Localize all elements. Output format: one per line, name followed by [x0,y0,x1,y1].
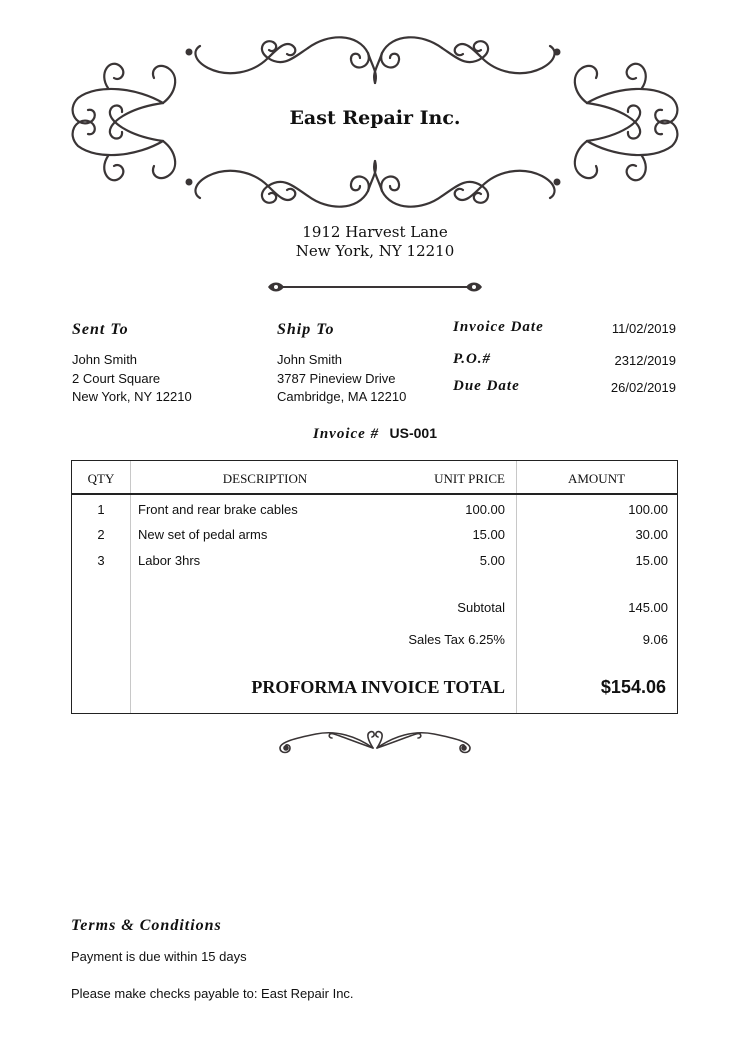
company-address-line1: 1912 Harvest Lane [302,223,448,241]
tax-label: Sales Tax 6.25% [408,632,505,647]
row-qty: 1 [97,502,105,517]
due-date-value: 26/02/2019 [610,380,676,395]
header-qty: QTY [87,471,115,486]
sent-to-line: New York, NY 12210 [72,389,192,404]
row-amount: 30.00 [635,527,668,542]
invoice-number-value: US-001 [389,425,437,441]
row-description: Labor 3hrs [138,553,201,568]
subtotal-label: Subtotal [457,600,505,615]
ship-to-address [277,351,406,407]
sent-to-line: 2 Court Square [72,370,161,386]
sent-to-line: John Smith [72,352,138,367]
row-qty: 3 [97,553,105,568]
invoice-date-value: 11/02/2019 [611,321,676,336]
column-divider [130,461,131,713]
po-number-label: P.O.# [453,351,492,367]
row-qty: 2 [97,527,105,542]
po-number-value: 2312/2019 [614,353,676,368]
ship-to-heading: Ship To [277,321,335,338]
ship-to-line: 3787 Pineview Drive [277,370,396,386]
due-date-row [453,378,676,398]
company-name: East Repair Inc. [289,107,461,129]
row-unit-price: 15.00 [472,527,505,542]
row-unit-price: 5.00 [479,553,505,568]
total-label: PROFORMA INVOICE TOTAL [251,677,505,697]
footer-ornament-icon [276,726,474,758]
row-description: New set of pedal arms [138,527,268,542]
terms-line: Please make checks payable to: East Repair Inc. [71,986,354,1001]
company-address-line2: New York, NY 12210 [295,242,455,260]
total-value: $154.06 [600,677,666,697]
terms-line: Payment is due within 15 days [71,949,247,964]
header-rule [72,493,677,495]
column-divider [516,461,517,713]
due-date-label: Due Date [453,378,520,394]
sent-to-address [72,351,192,407]
ship-to-line: John Smith [277,352,343,367]
po-number-row [453,351,676,371]
header-amount: AMOUNT [567,471,626,486]
header-description: DESCRIPTION [222,471,308,486]
decorative-divider-icon [266,280,484,294]
sent-to-heading: Sent To [72,321,129,338]
line-items-table [71,460,678,714]
tax-value: 9.06 [642,632,668,647]
terms-heading: Terms & Conditions [71,917,222,934]
invoice-date-row [453,319,676,339]
invoice-number-label: Invoice # [313,426,380,442]
invoice-date-label: Invoice Date [453,319,544,335]
row-amount: 100.00 [628,502,668,517]
row-amount: 15.00 [635,553,668,568]
company-address [0,223,750,261]
row-description: Front and rear brake cables [138,502,298,517]
ship-to-line: Cambridge, MA 12210 [277,389,407,404]
header-unit-price: UNIT PRICE [434,471,505,486]
invoice-number [0,425,750,443]
subtotal-value: 145.00 [628,600,668,615]
row-unit-price: 100.00 [465,502,505,517]
